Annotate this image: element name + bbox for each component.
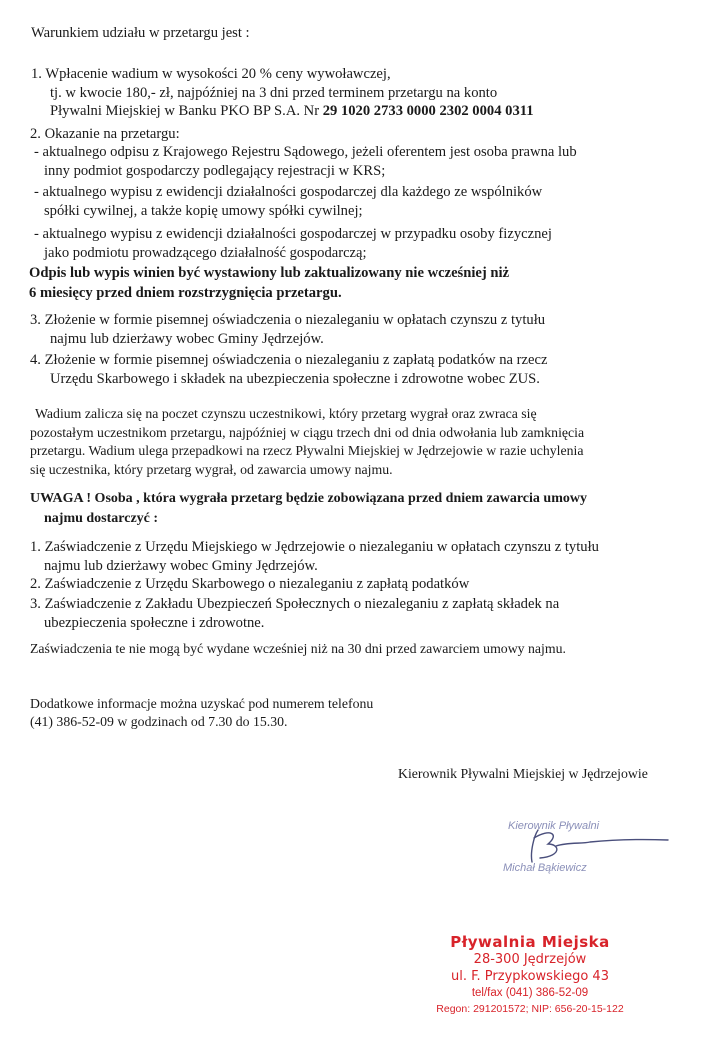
condition-2-item-b-line-2: spółki cywilnej, a także kopię umowy spółki cywilnej; — [44, 203, 363, 219]
contact-info-line-2: (41) 386-52-09 w godzinach od 7.30 do 15.30. — [30, 714, 288, 729]
signature-stamp-title: Kierownik Pływalni — [508, 820, 600, 832]
condition-4-line-2: Urzędu Skarbowego i składek na ubezpieczenia społeczne i zdrowotne wobec ZUS. — [50, 371, 540, 387]
wadium-paragraph-line-1: Wadium zalicza się na poczet czynszu uczestnikowi, który przetarg wygrał oraz zwraca się — [35, 406, 537, 421]
condition-1-line-3 — [50, 102, 534, 120]
certificate-1-line-2: najmu lub dzierżawy wobec Gminy Jędrzejów. — [44, 558, 318, 574]
bold-notice-line-1: Odpis lub wypis winien być wystawiony lub zaktualizowany nie wcześniej niż — [29, 265, 510, 281]
bold-notice-line-2: 6 miesięcy przed dniem rozstrzygnięcia przetargu. — [29, 285, 342, 301]
certificate-2: 2. Zaświadczenie z Urzędu Skarbowego o niezaleganiu z zapłatą podatków — [30, 576, 470, 592]
intro-text: Warunkiem udziału w przetargu jest : — [31, 25, 250, 41]
condition-3-line-2: najmu lub dzierżawy wobec Gminy Jędrzejów. — [50, 331, 324, 347]
condition-2-title: 2. Okazanie na przetargu: — [30, 126, 180, 142]
stamp-phone: tel/fax (041) 386-52-09 — [471, 987, 589, 999]
uwaga-heading-line-2: najmu dostarczyć : — [44, 511, 159, 526]
condition-2-item-c-line-1: - aktualnego wypisu z ewidencji działalności gospodarczej w przypadku osoby fizycznej — [34, 226, 552, 242]
condition-3-line-1: 3. Złożenie w formie pisemnej oświadczenia o niezaleganiu w opłatach czynszu z tytułu — [30, 312, 546, 328]
stamp-ids: Regon: 291201572; NIP: 656-20-15-122 — [436, 1003, 624, 1015]
wadium-paragraph-line-3: przetargu. Wadium ulega przepadkowi na rzecz Pływalni Miejskiej w Jędrzejowie w razie uchylenia — [30, 443, 584, 458]
certificate-3-line-1: 3. Zaświadczenie z Zakładu Ubezpieczeń Społecznych o niezaleganiu z zapłatą składek na — [30, 596, 560, 612]
stamp-street: ul. F. Przypkowskiego 43 — [451, 969, 609, 984]
signature-stamp-name: Michał Bąkiewicz — [503, 862, 587, 874]
certificates-validity-note: Zaświadczenia te nie mogą być wydane wcześniej niż na 30 dni przed zawarciem umowy najmu. — [30, 641, 566, 656]
certificate-1-line-1: 1. Zaświadczenie z Urzędu Miejskiego w Jędrzejowie o niezaleganiu w opłatach czynszu z tytułu — [30, 539, 599, 555]
wadium-paragraph-line-2: pozostałym uczestnikom przetargu, najpóźniej w ciągu trzech dni od dnia odwołania lub zamknięcia — [30, 425, 585, 440]
condition-2-item-b-line-1: - aktualnego wypisu z ewidencji działalności gospodarczej dla każdego ze wspólników — [34, 184, 543, 200]
signatory-title: Kierownik Pływalni Miejskiej w Jędrzejowie — [398, 766, 648, 781]
condition-2-item-c-line-2: jako podmiotu prowadzącego działalność gospodarczą; — [44, 245, 367, 261]
wadium-paragraph-line-4: się uczestnika, który przetarg wygrał, od zawarcia umowy najmu. — [30, 462, 393, 477]
stamp-name: Pływalnia Miejska — [450, 933, 610, 951]
condition-2-item-a-line-2: inny podmiot gospodarczy podlegający rejestracji w KRS; — [44, 163, 386, 179]
contact-info-line-1: Dodatkowe informacje można uzyskać pod numerem telefonu — [30, 696, 374, 711]
stamp-city: 28-300 Jędrzejów — [473, 952, 587, 967]
handwritten-signature-icon — [490, 822, 680, 872]
uwaga-heading-line-1: UWAGA ! Osoba , która wygrała przetarg będzie zobowiązana przed dniem zawarcia umowy — [30, 491, 587, 506]
condition-1-line-2: tj. w kwocie 180,- zł, najpóźniej na 3 dni przed terminem przetargu na konto — [50, 85, 498, 101]
certificate-3-line-2: ubezpieczenia społeczne i zdrowotne. — [44, 615, 265, 631]
condition-1-line-1: 1. Wpłacenie wadium w wysokości 20 % ceny wywoławczej, — [31, 66, 391, 82]
condition-2-item-a-line-1: - aktualnego odpisu z Krajowego Rejestru Sądowego, jeżeli oferentem jest osoba prawna lub — [34, 144, 577, 160]
bank-account-number: 29 1020 2733 0000 2302 0004 0311 — [322, 103, 534, 119]
condition-4-line-1: 4. Złożenie w formie pisemnej oświadczenia o niezaleganiu z zapłatą podatków na rzecz — [30, 352, 548, 368]
condition-1-bank-text: Pływalni Miejskiej w Banku PKO BP S.A. Nr — [50, 103, 320, 119]
